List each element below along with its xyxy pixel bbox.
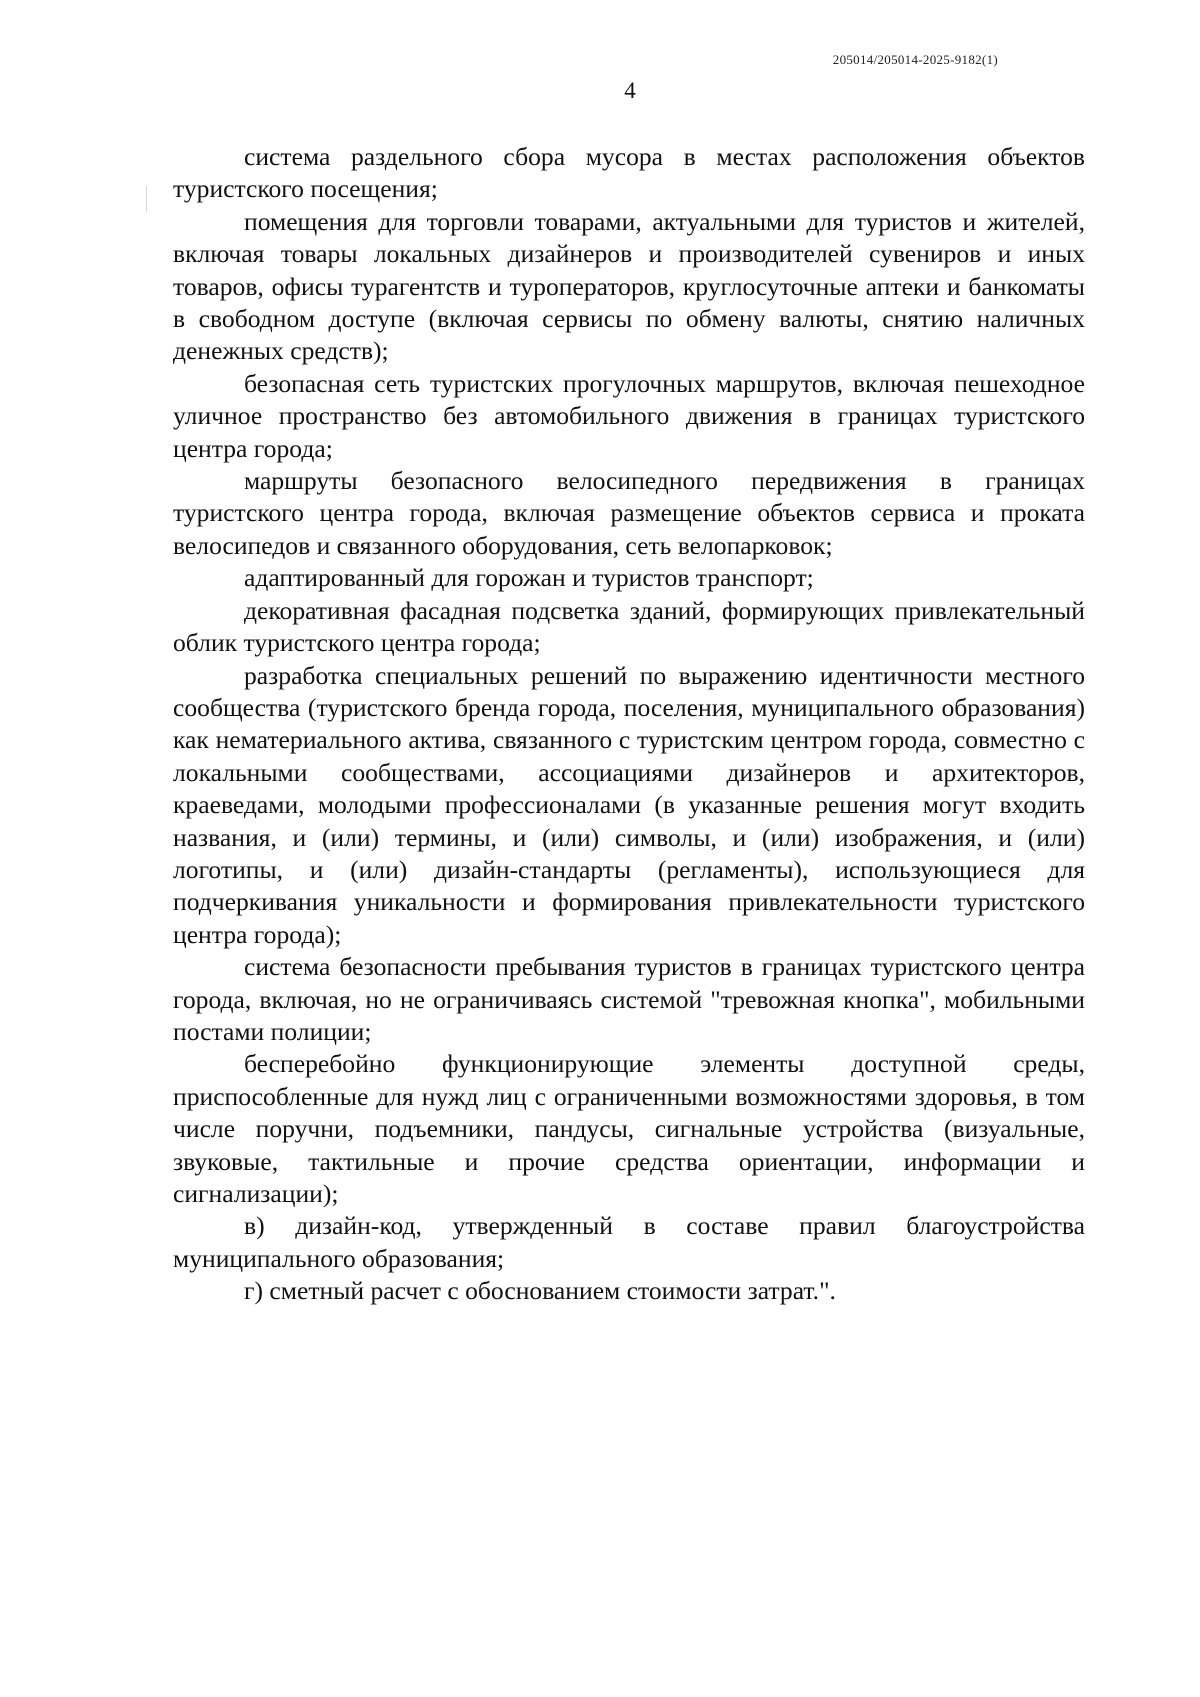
paragraph-bicycle-routes: маршруты безопасного велосипедного передвижения в границах туристского центра города, включая размещение объектов сервиса и проката велосипедов и связанного оборудования, сеть велопарковок; [173, 466, 1085, 560]
paragraph-safety-system: система безопасности пребывания туристов в границах туристского центра города, включая, но не ограничиваясь системой "тревожная кнопка", мобильными постами полиции; [173, 952, 1085, 1046]
paragraph-retail-premises: помещения для торговли товарами, актуальными для туристов и жителей, включая товары локальных дизайнеров и производителей сувениров и иных товаров, офисы турагентств и туроператоров, круглосуточные аптеки и банкоматы в свободном доступе (включая сервисы по обмену валюты, снятию наличных денежных средств); [173, 206, 1085, 366]
paragraph-accessible-environment: бесперебойно функционирующие элементы доступной среды, приспособленные для нужд лиц с ограниченными возможностями здоровья, в том числе поручни, подъемники, пандусы, сигнальные устройства (визуальные, звуковые, тактильные и прочие средства ориентации, информации и сигнализации); [173, 1049, 1085, 1208]
paragraph-cost-estimate: г) сметный расчет с обоснованием стоимости затрат.". [244, 1276, 836, 1306]
document-id: 205014/205014-2025-9182(1) [832, 52, 998, 67]
page-number: 4 [624, 78, 636, 103]
paragraph-design-code: в) дизайн-код, утвержденный в составе правил благоустройства муниципального образования; [173, 1211, 1085, 1273]
paragraph-identity-solutions: разработка специальных решений по выражению идентичности местного сообщества (туристского бренда города, поселения, муниципального образования) как нематериального актива, связанного с туристским центром города, совместно с локальными сообществами, ассоциациями дизайнеров и архитекторов, краеведами, молодыми профессионалами (в указанные решения могут входить названия, и (или) термины, и (или) символы, и (или) изображения, и (или) логотипы, и (или) дизайн-стандарты (регламенты), использующиеся для подчеркивания уникальности и формирования привлекательности туристского центра города); [173, 660, 1085, 949]
paragraph-transport: адаптированный для горожан и туристов транспорт; [244, 563, 814, 593]
paragraph-waste-sorting: система раздельного сбора мусора в местах расположения объектов туристского посещения; [173, 142, 1085, 204]
document-body [173, 141, 1085, 1308]
margin-mark [146, 186, 147, 212]
paragraph-facade-lighting: декоративная фасадная подсветка зданий, формирующих привлекательный облик туристского центра города; [173, 595, 1085, 658]
paragraph-walking-routes: безопасная сеть туристских прогулочных маршрутов, включая пешеходное уличное пространство без автомобильного движения в границах туристского центра города; [173, 368, 1085, 463]
